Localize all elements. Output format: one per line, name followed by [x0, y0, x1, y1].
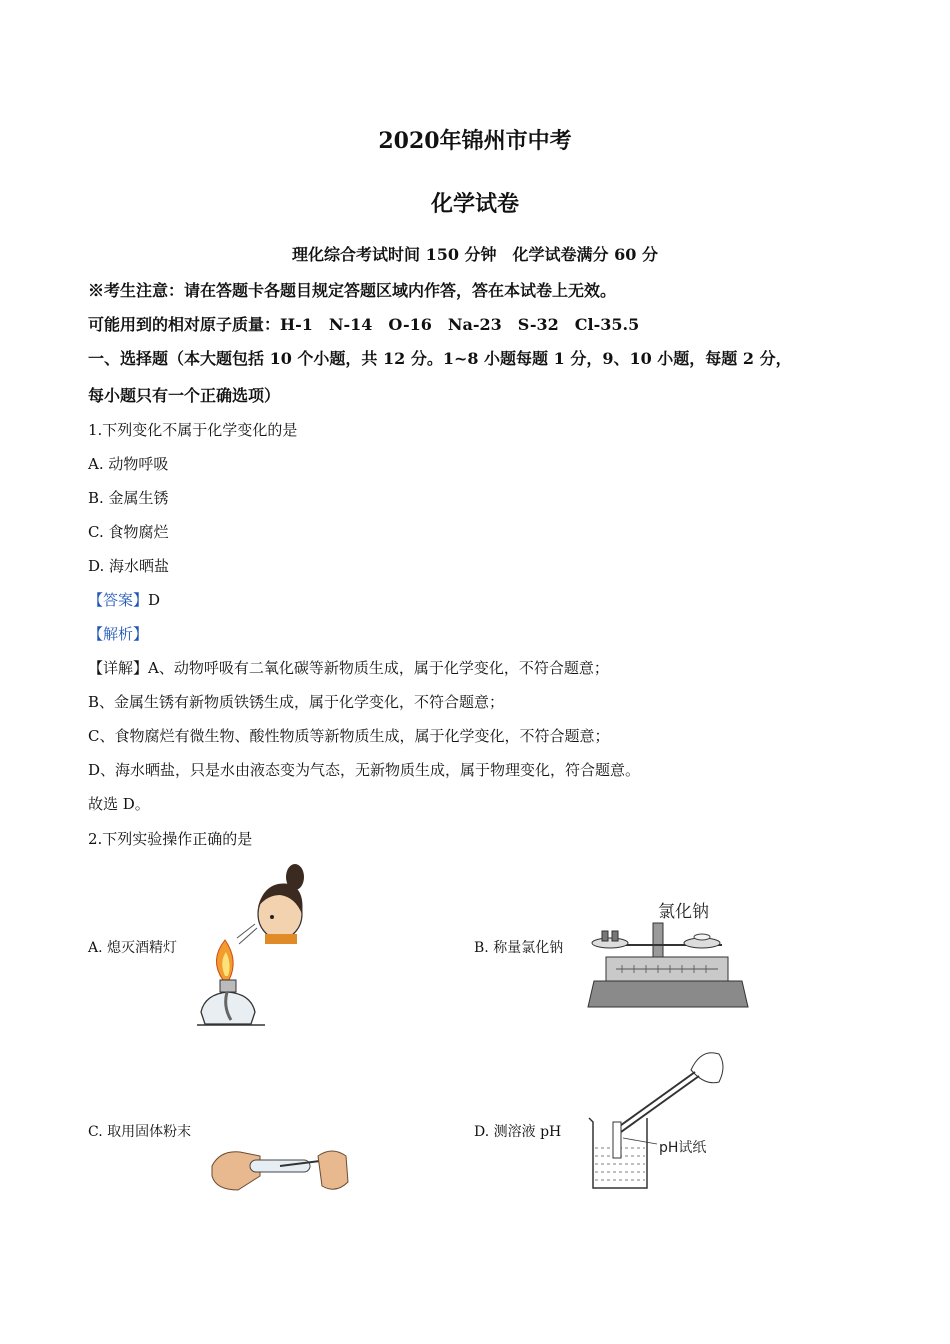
detail-tag: 【详解】	[88, 659, 149, 677]
detail-line: A、动物呼吸有二氧化碳等新物质生成，属于化学变化，不符合题意；	[148, 659, 609, 677]
ph-paper-label: pH试纸	[659, 1140, 707, 1156]
q1-option-a: A. 动物呼吸	[88, 455, 169, 473]
q1-detail-b: B、金属生锈有新物质铁锈生成，属于化学变化，不符合题意；	[88, 693, 505, 711]
q2-option-d: D. 测溶液 pH	[474, 1124, 562, 1140]
section-heading: 一、选择题（本大题包括 10 个小题，共 12 分。1~8 小题每题 1 分，9、10 小题，每题 2 分，	[88, 349, 792, 368]
exam-meta: 理化综合考试时间 150 分钟 化学试卷满分 60 分	[292, 245, 658, 264]
q2-option-b: B. 称量氯化钠	[474, 940, 564, 956]
q2-option-c: C. 取用固体粉末	[88, 1124, 192, 1140]
section-heading-cont: 每小题只有一个正确选项）	[88, 386, 281, 405]
answer-value: D	[148, 591, 161, 609]
figure-taking-powder	[210, 1142, 350, 1200]
figure-balance-sodium-chloride	[582, 895, 752, 1011]
atomic-masses: 可能用到的相对原子质量：H-1 N-14 O-16 Na-23 S-32 Cl-35.5	[88, 315, 640, 334]
page-subtitle: 化学试卷	[430, 191, 519, 217]
q2-option-a: A. 熄灭酒精灯	[88, 940, 178, 956]
question-2-stem: 2.下列实验操作正确的是	[88, 830, 253, 848]
sodium-chloride-label: 氯化钠	[658, 902, 709, 922]
q1-detail-c: C、食物腐烂有微生物、酸性物质等新物质生成，属于化学变化，不符合题意；	[88, 727, 610, 745]
answer-tag: 【答案】	[88, 591, 149, 609]
q1-option-c: C. 食物腐烂	[88, 523, 169, 541]
figure-blowing-alcohol-lamp	[195, 862, 310, 1030]
q1-option-d: D. 海水晒盐	[88, 557, 170, 575]
q1-conclusion: 故选 D。	[88, 795, 150, 813]
q1-option-b: B. 金属生锈	[88, 489, 169, 507]
q1-detail-a	[88, 657, 609, 678]
figure-ph-test	[583, 1042, 733, 1192]
exam-notice: ※考生注意：请在答题卡各题目规定答题区域内作答，答在本试卷上无效。	[88, 281, 617, 300]
q1-analysis-tag: 【解析】	[88, 625, 149, 643]
question-1-stem: 1.下列变化不属于化学变化的是	[88, 421, 298, 439]
page-title: 2020年锦州市中考	[378, 128, 572, 154]
q1-detail-d: D、海水晒盐，只是水由液态变为气态，无新物质生成，属于物理变化，符合题意。	[88, 761, 641, 779]
q1-answer	[88, 589, 160, 610]
